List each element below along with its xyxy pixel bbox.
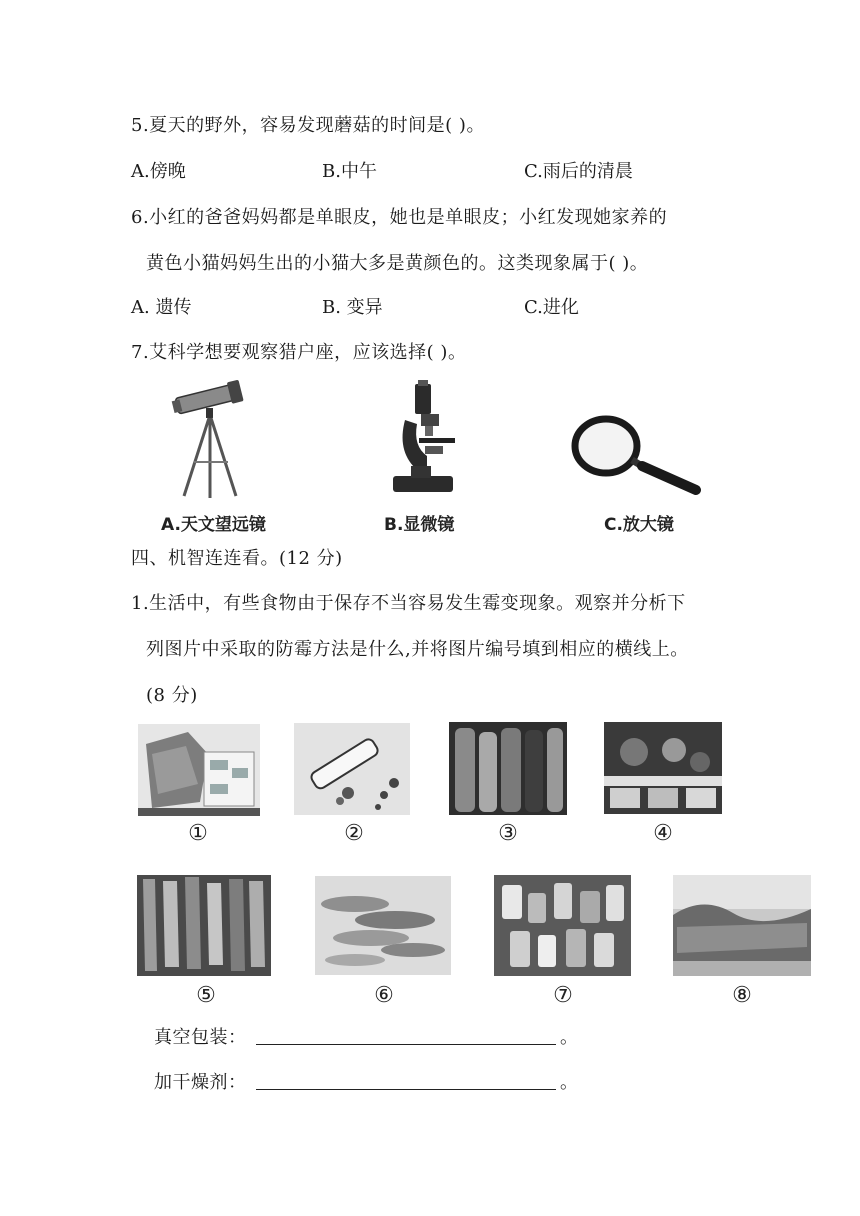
q7-caption-b: B.显微镜 xyxy=(384,515,455,535)
photo-number-7: ⑦ xyxy=(553,983,573,1008)
photo-5-dried-fish-hanging xyxy=(137,875,271,976)
photo-number-5: ⑤ xyxy=(196,983,216,1008)
question-6-stem-line1: 6.小红的爸爸妈妈都是单眼皮，她也是单眼皮；小红发现她家养的 xyxy=(131,207,668,228)
photo-number-4: ④ xyxy=(653,821,673,846)
answer-end-desiccant: 。 xyxy=(560,1072,579,1093)
question-7-stem: 7.艾科学想要观察猎户座，应该选择( )。 xyxy=(131,342,467,363)
photo-1-dried-food-with-desiccant xyxy=(138,724,260,816)
microscope-icon xyxy=(385,380,465,496)
photo-2-vacuum-sealer xyxy=(294,723,410,815)
answer-blank-desiccant[interactable] xyxy=(256,1089,556,1090)
q5-option-b: B.中午 xyxy=(322,161,377,182)
photo-3-cured-meat xyxy=(449,722,567,815)
q5-option-a: A.傍晚 xyxy=(131,161,186,182)
photo-number-1: ① xyxy=(188,821,208,846)
photo-6-fish-on-ice xyxy=(315,876,451,975)
section-4-heading: 四、机智连连看。(12 分) xyxy=(131,548,343,569)
answer-end-vacuum: 。 xyxy=(560,1027,579,1048)
answer-blank-vacuum[interactable] xyxy=(256,1044,556,1045)
q7-caption-c: C.放大镜 xyxy=(604,515,674,535)
q4-1-stem-line1: 1.生活中，有些食物由于保存不当容易发生霉变现象。观察并分析下 xyxy=(131,593,686,614)
question-6-stem-line2: 黄色小猫妈妈生出的小猫大多是黄颜色的。这类现象属于( )。 xyxy=(146,253,649,274)
magnifying-glass-icon xyxy=(570,412,702,496)
q4-1-stem-line3: (8 分) xyxy=(146,685,198,706)
q6-option-c: C.进化 xyxy=(524,297,579,318)
q4-1-stem-line2: 列图片中采取的防霉方法是什么,并将图片编号填到相应的横线上。 xyxy=(146,639,689,660)
q7-caption-a: A.天文望远镜 xyxy=(161,515,266,535)
photo-8-drying-vegetables-outdoors xyxy=(673,875,811,976)
question-5-stem: 5.夏天的野外，容易发现蘑菇的时间是( )。 xyxy=(131,115,485,136)
telescope-icon xyxy=(170,378,250,500)
photo-number-8: ⑧ xyxy=(732,983,752,1008)
q6-option-a: A. 遗传 xyxy=(131,297,192,318)
answer-label-vacuum: 真空包装： xyxy=(154,1027,247,1048)
photo-number-2: ② xyxy=(344,821,364,846)
q5-option-c: C.雨后的清晨 xyxy=(524,161,633,182)
q6-option-b: B. 变异 xyxy=(322,297,383,318)
photo-7-canned-bottles xyxy=(494,875,631,976)
photo-4-refrigerator-food xyxy=(604,722,722,814)
answer-label-desiccant: 加干燥剂： xyxy=(154,1072,247,1093)
photo-number-6: ⑥ xyxy=(374,983,394,1008)
photo-number-3: ③ xyxy=(498,821,518,846)
